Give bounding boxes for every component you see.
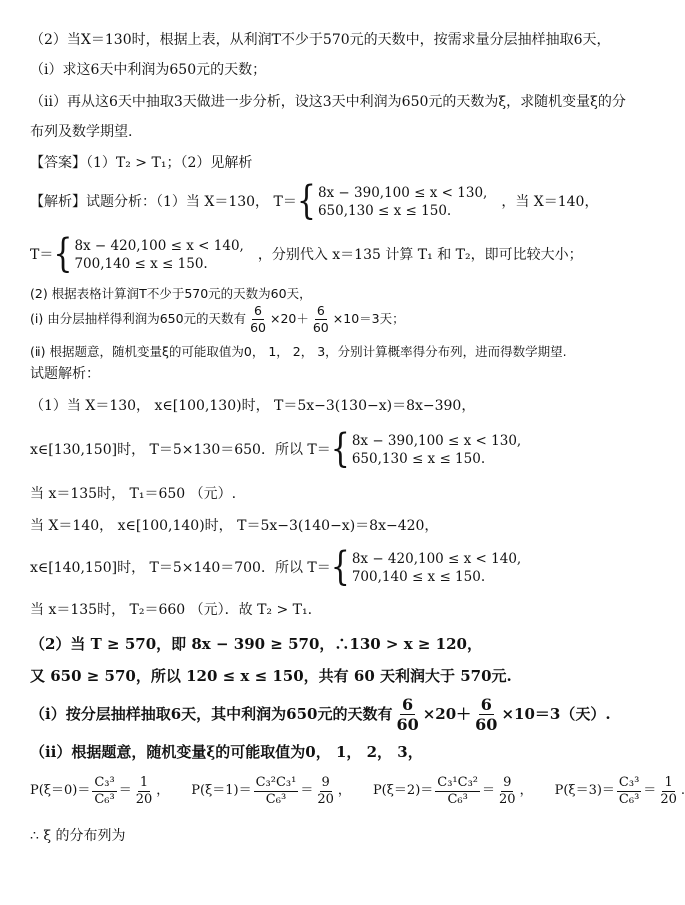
solution-part2-line-2: 又 650 ≥ 570，所以 120 ≤ x ≤ 150，共有 60 天利润大于 570元. [30,667,512,685]
analysis-step2-i [30,302,405,336]
probability-lhs: P(ξ＝1)＝ [191,783,252,798]
question-sub-ii-cont: 布列及数学期望. [30,124,133,140]
solution-part2-line-4: （ⅱ）根据题意，随机变量ξ的可能取值为0， 1， 2， 3， [30,743,423,761]
fraction-denominator: 20 [317,791,334,807]
solution-text: ×20＋ [422,705,472,723]
case-row: 8x − 390,100 ≤ x < 130, [317,185,488,201]
fraction-denominator: C₆³ [618,791,640,807]
equals-sign: ＝ [118,783,132,798]
fraction-denominator: 60 [475,714,498,734]
answer-line: 【答案】（1）T₂ > T₁；（2）见解析 [30,155,253,171]
fraction-numerator: 6 [480,694,492,714]
solution-line-5 [30,546,521,590]
fraction [473,695,499,734]
case-row: 700,140 ≤ x ≤ 150. [351,569,486,585]
solution-line-2 [30,428,521,472]
piecewise-130 [296,178,488,225]
case-row: 8x − 420,100 ≤ x < 140, [74,238,244,254]
separator: ， [156,783,170,798]
analysis-step2-ii: (ⅱ) 根据题意，随机变量ξ的可能取值为0， 1， 2， 3，分别计算概率得分布列，进而得数学期望. [30,344,567,359]
probability-lhs: P(ξ＝0)＝ [30,783,91,798]
solution-heading: 试题解析： [30,366,100,382]
fraction [658,775,679,808]
analysis-line [30,180,598,224]
fraction-denominator: 60 [250,319,266,335]
fraction [134,775,155,808]
solution-part2-line-1: （2）当 T ≥ 570，即 8x − 390 ≥ 570，∴130 > x ≥ 120， [30,635,482,653]
question-part2: （2）当X＝130时，根据上表，从利润T不少于570元的天数中，按需求量分层抽样抽取6天， [30,32,611,48]
fraction [394,695,420,734]
probability-lhs: P(ξ＝3)＝ [554,783,615,798]
fraction [315,775,336,808]
distribution-heading: ∴ ξ 的分布列为 [30,828,126,844]
fraction-numerator: 9 [503,774,512,790]
fraction [497,775,518,808]
fraction-numerator: C₃²C₃¹ [255,774,297,790]
separator: . [680,783,685,798]
separator: ， [519,783,533,798]
fraction-denominator: 20 [660,791,677,807]
fraction-numerator: C₃³ [618,774,640,790]
probability-item [191,775,351,808]
piecewise-130 [330,426,522,473]
brace-glyph: { [330,544,350,591]
solution-line-3: 当 x＝135时， T₁＝650 （元）. [30,486,237,502]
fraction-numerator: 6 [316,302,325,318]
analysis-text: (ⅰ) 由分层抽样得利润为650元的天数有 [30,311,247,326]
probability-lhs: P(ξ＝2)＝ [372,783,434,798]
solution-line-4: 当 X＝140， x∈[100,140)时， T＝5x−3(140−x)＝8x−420， [30,518,439,534]
fraction [311,303,331,336]
analysis-line-140 [30,233,583,277]
probability-row [30,768,685,814]
fraction-denominator: C₆³ [447,791,468,807]
fraction-numerator: 1 [139,774,149,790]
probability-item [30,775,169,808]
fraction-denominator: C₆³ [94,791,115,807]
fraction-numerator: 6 [254,302,262,318]
brace-glyph: { [296,178,316,225]
solution-text: ×10＝3（天）. [501,705,611,723]
solution-line-1: （1）当 X＝130， x∈[100,130)时， T＝5x−3(130−x)＝8x−390， [30,398,476,414]
fraction-denominator: 60 [312,319,329,335]
brace-glyph: { [330,426,350,473]
analysis-text: 【解析】试题分析：（1）当 X＝130， T＝ [30,194,297,210]
fraction-numerator: 9 [321,774,330,790]
case-row: 700,140 ≤ x ≤ 150. [74,256,208,272]
fraction-denominator: 20 [135,791,153,807]
brace-glyph: { [53,231,73,278]
probability-item [373,775,533,808]
fraction-denominator: 60 [396,714,419,734]
fraction [92,775,116,808]
separator: ， [337,783,351,798]
fraction [617,775,641,808]
analysis-step2: (2) 根据表格计算润T不少于570元的天数为60天， [30,286,312,301]
case-row: 650,130 ≤ x ≤ 150. [317,203,452,219]
piecewise-140 [330,544,522,591]
piecewise-140 [53,231,244,278]
fraction-denominator: 20 [499,791,516,807]
analysis-text: ×10＝3天； [332,311,405,326]
fraction-numerator: C₃¹C₃² [437,774,479,790]
fraction-numerator: 1 [664,774,673,790]
case-row: 8x − 420,100 ≤ x < 140, [351,551,522,567]
equals-sign: ＝ [482,783,496,798]
analysis-text: T＝ [30,247,54,263]
solution-text: x∈[140,150]时， T＝5×140＝700．所以 T＝ [30,560,331,576]
case-row: 650,130 ≤ x ≤ 150. [351,451,486,467]
question-sub-i: （ⅰ）求这6天中利润为650元的天数； [30,62,267,78]
solution-text: x∈[130,150]时， T＝5×130＝650．所以 T＝ [30,442,331,458]
equals-sign: ＝ [300,783,314,798]
fraction [435,775,480,808]
case-row: 8x − 390,100 ≤ x < 130, [351,433,522,449]
analysis-text: ，当 X＝140， [501,194,599,210]
fraction-numerator: 6 [402,694,414,714]
question-sub-ii: （ⅱ）再从这6天中抽取3天做进一步分析，设这3天中利润为650元的天数为ξ，求随机变量ξ的分 [30,94,626,110]
fraction-denominator: C₆³ [265,791,287,807]
solution-line-6: 当 x＝135时， T₂＝660 （元）．故 T₂ > T₁. [30,602,313,618]
probability-item [555,775,685,808]
analysis-text: ，分别代入 x＝135 计算 T₁ 和 T₂，即可比较大小； [257,247,583,263]
fraction [254,775,299,808]
equals-sign: ＝ [643,783,657,798]
solution-text: （ⅰ）按分层抽样抽取6天，其中利润为650元的天数有 [30,705,393,723]
analysis-text: ×20＋ [269,311,309,326]
fraction [248,303,268,336]
solution-part2-line-3 [30,692,611,736]
fraction-numerator: C₃³ [94,774,115,790]
